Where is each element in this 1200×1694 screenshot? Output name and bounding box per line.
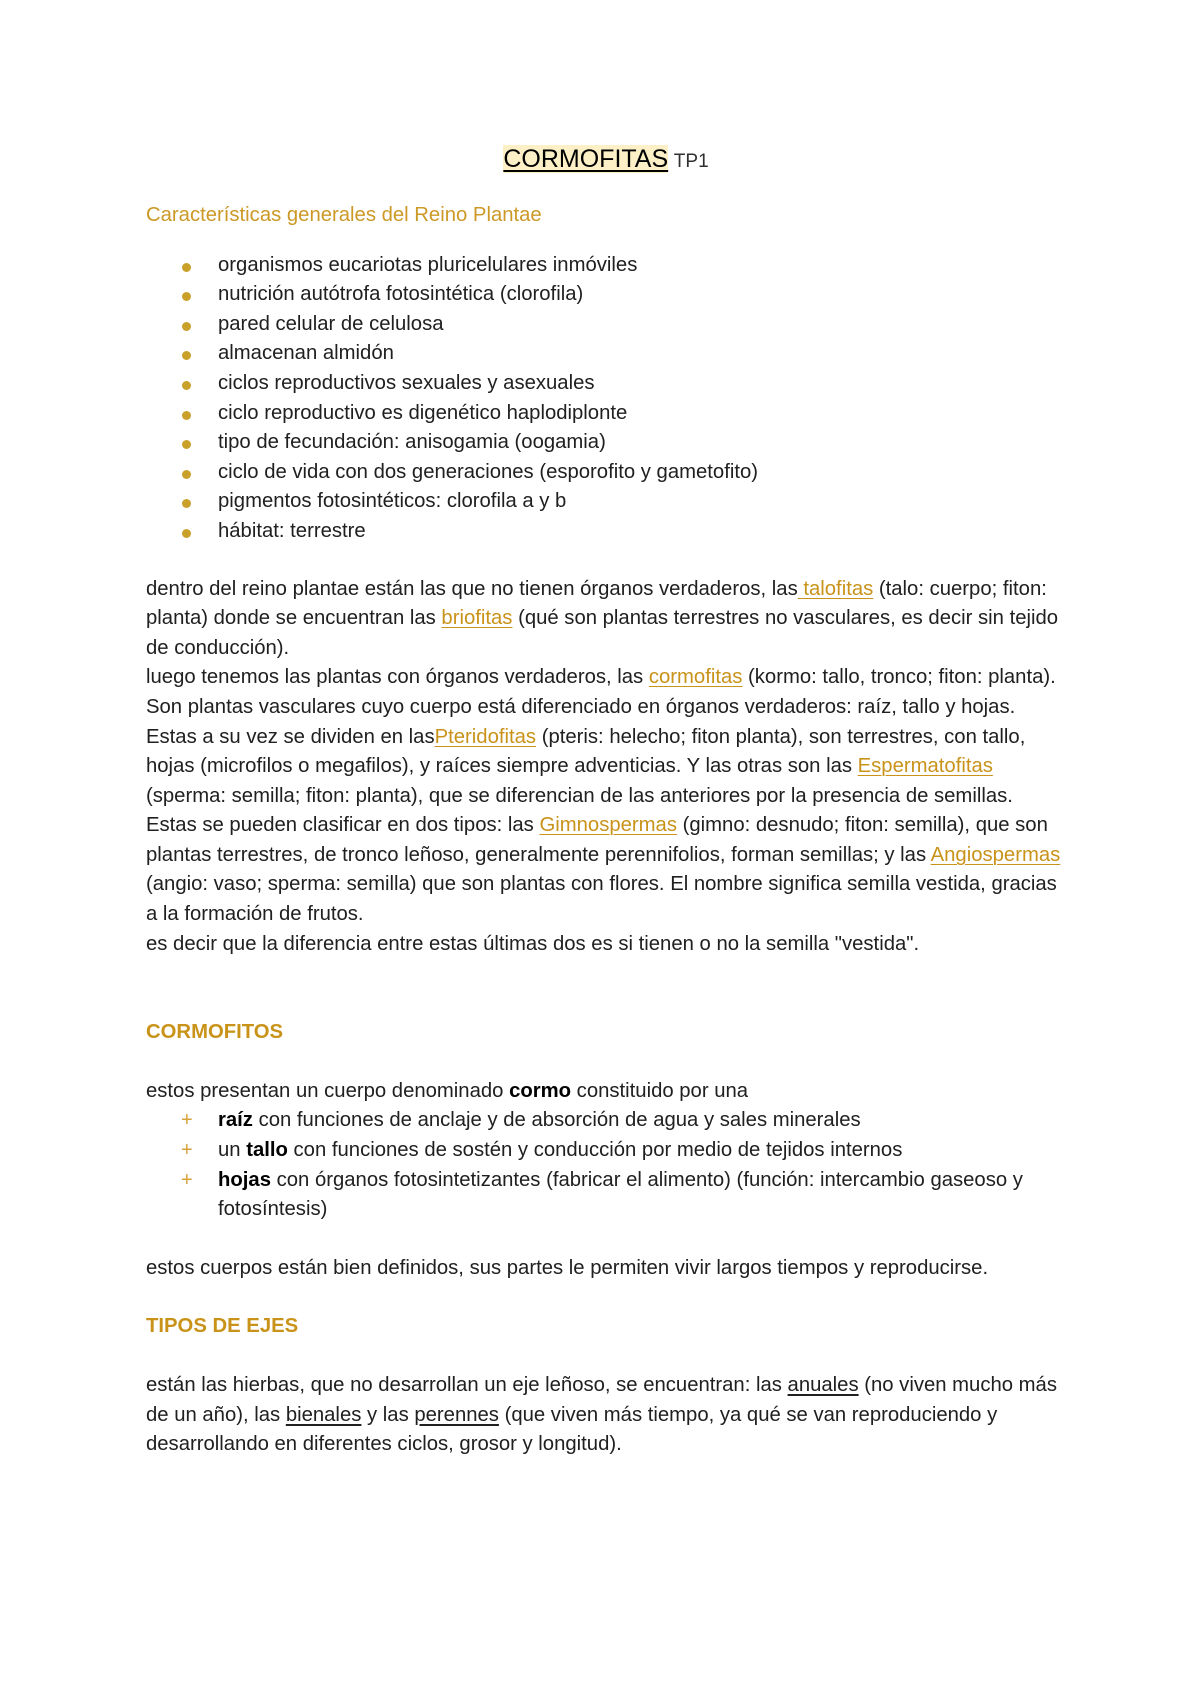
link-angiospermas[interactable]: Angiospermas: [930, 843, 1061, 866]
list-item: ciclos reproductivos sexuales y asexuales: [218, 369, 1066, 399]
list-item: almacenan almidón: [218, 339, 1066, 369]
paragraph-reino-plantae: dentro del reino plantae están las que no tienen órganos verdaderos, las talofitas (talo: cuerpo; fiton: planta) donde se encuentran las briofitas (qué son plantas terrestres no vasculares, es decir sin tejido de conducción).: [146, 577, 1059, 659]
title-suffix: TP1: [673, 151, 709, 172]
bullet-dot-icon: [182, 292, 191, 301]
term-cormo: cormo: [509, 1079, 572, 1102]
section-heading-cormofitos: CORMOFITOS: [146, 1021, 284, 1044]
paragraph-cormofitas: luego tenemos las plantas con órganos verdaderos, las cormofitas (kormo: tallo, tronco; fiton: planta). Son plantas vasculares cuyo cuerpo está diferenciado en órganos verdaderos: raíz, tallo y hojas.: [146, 666, 1056, 718]
list-item: organismos eucariotas pluricelulares inmóviles: [218, 251, 1066, 281]
list-item: pared celular de celulosa: [218, 310, 1066, 340]
paragraph-hierbas: están las hierbas, que no desarrollan un eje leñoso, se encuentran: las anuales (no viven mucho más de un año), las bienales y las perennes (que viven más tiempo, ya qué se van reproduciendo y desarrollando en diferentes ciclos, grosor y longitud).: [146, 1374, 1057, 1456]
term-bienales: bienales: [285, 1403, 362, 1426]
list-item: hábitat: terrestre: [218, 517, 1066, 547]
list-item: tipo de fecundación: anisogamia (oogamia): [218, 428, 1066, 458]
term-perennes: perennes: [414, 1403, 499, 1426]
link-briofitas[interactable]: briofitas: [441, 607, 513, 630]
list-item: nutrición autótrofa fotosintética (clorofila): [218, 280, 1066, 310]
section-heading-tipos-de-ejes: TIPOS DE EJES: [146, 1315, 299, 1338]
list-item: ciclo reproductivo es digenético haplodiplonte: [218, 399, 1066, 429]
bullet-dot-icon: [182, 351, 191, 360]
bullet-dot-icon: [182, 499, 191, 508]
cormo-parts-list: [146, 1106, 1066, 1224]
bullet-dot-icon: [182, 529, 191, 538]
paragraph-cuerpos: estos cuerpos están bien definidos, sus partes le permiten vivir largos tiempos y reproducirse.: [146, 1256, 989, 1279]
link-talofitas[interactable]: talofitas: [797, 577, 874, 600]
document-body: [146, 142, 1066, 1460]
bullet-dot-icon: [182, 470, 191, 479]
bullet-dot-icon: [182, 411, 191, 420]
link-pteridofitas[interactable]: Pteridofitas: [434, 725, 537, 748]
paragraph-cormo-intro: estos presentan un cuerpo denominado cormo constituido por una: [146, 1079, 749, 1102]
bullet-dot-icon: [182, 440, 191, 449]
plus-icon: +: [181, 1139, 193, 1162]
list-item: pigmentos fotosintéticos: clorofila a y b: [218, 487, 1066, 517]
paragraph-conclusion: es decir que la diferencia entre estas últimas dos es si tienen o no la semilla "vestida".: [146, 932, 920, 955]
list-item: + un tallo con funciones de sostén y conducción por medio de tejidos internos: [218, 1136, 1066, 1166]
section-heading-caracteristicas: Características generales del Reino Plantae: [146, 204, 542, 226]
link-cormofitas[interactable]: cormofitas: [648, 666, 743, 689]
link-gimnospermas[interactable]: Gimnospermas: [539, 814, 677, 837]
plus-icon: +: [181, 1168, 193, 1191]
bullet-dot-icon: [182, 322, 191, 331]
bullet-dot-icon: [182, 381, 191, 390]
bullet-dot-icon: [182, 263, 191, 272]
list-item: + hojas con órganos fotosintetizantes (fabricar el alimento) (función: intercambio gaseoso y fotosíntesis): [218, 1166, 1066, 1225]
characteristics-list: [146, 251, 1066, 547]
paragraph-division: Estas a su vez se dividen en lasPteridofitas (pteris: helecho; fiton planta), son terrestres, con tallo, hojas (microfilos o megafilos), y raíces siempre adventicias. Y las otras son las Espermatofitas (sperma: semilla; fiton: planta), que se diferencian de las anteriores por la presencia de semillas. Estas se pueden clasificar en dos tipos: las Gimnospermas (gimno: desnudo; fiton: semilla), que son plantas terrestres, de tronco leñoso, generalmente perennifolios, forman semillas; y las Angiospermas (angio: vaso; sperma: semilla) que son plantas con flores. El nombre significa semilla vestida, gracias a la formación de frutos.: [146, 725, 1061, 926]
link-espermatofitas[interactable]: Espermatofitas: [857, 755, 993, 778]
list-item: + raíz con funciones de anclaje y de absorción de agua y sales minerales: [218, 1106, 1066, 1136]
term-anuales: anuales: [787, 1374, 859, 1396]
title-main: CORMOFITAS: [503, 145, 669, 173]
page-title: [146, 142, 1066, 179]
plus-icon: +: [181, 1109, 193, 1132]
list-item: ciclo de vida con dos generaciones (esporofito y gametofito): [218, 458, 1066, 488]
